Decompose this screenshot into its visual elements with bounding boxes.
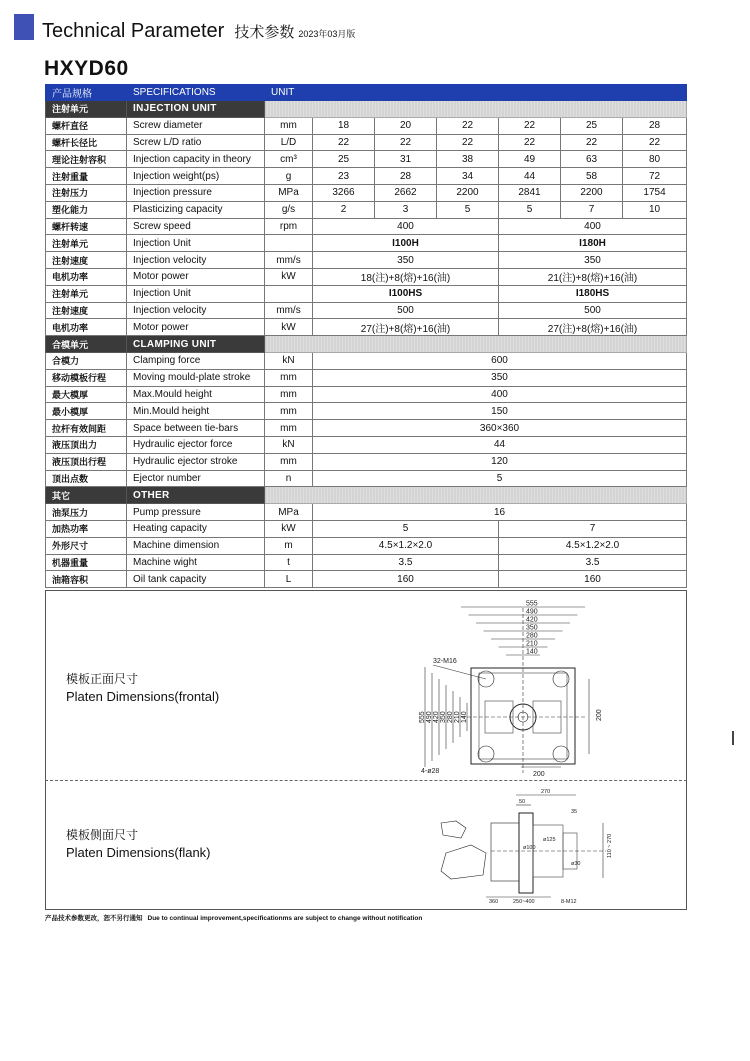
table-row [46,235,687,252]
param-value-b: 27(注)+8(熔)+16(油) [499,319,687,336]
param-cn: 电机功率 [46,319,127,336]
param-value: 16 [313,504,687,521]
param-cn: 最大模厚 [46,386,127,403]
frontal-label-cn: 模板正面尺寸 [66,672,139,686]
flank-dim-270: 270 [541,789,551,795]
param-cn: 液压顶出力 [46,436,127,453]
param-unit: g/s [265,201,313,218]
section-other-cn: 其它 [46,487,127,504]
dim-top-label: 280 [526,632,538,640]
head-spec: SPECIFICATIONS [127,85,265,101]
param-value: 2200 [561,184,623,201]
param-value: 34 [437,168,499,185]
param-cn: 电机功率 [46,268,127,285]
edge-mark [732,731,734,745]
dim-bottom: 200 [533,771,545,778]
flank-dim-thread: 8-M12 [561,899,577,905]
param-value: 2 [313,201,375,218]
param-cn: 注射速度 [46,302,127,319]
table-row [46,520,687,537]
param-cn: 机器重量 [46,554,127,571]
param-value: 1754 [623,184,687,201]
param-value: 72 [623,168,687,185]
param-cn: 注射单元 [46,235,127,252]
param-value-b: 160 [499,571,687,588]
spec-table [45,84,687,588]
param-en: Space between tie-bars [127,420,265,437]
param-unit: mm/s [265,252,313,269]
param-value: 22 [499,134,561,151]
param-unit: rpm [265,218,313,235]
param-value: 400 [313,386,687,403]
param-value: 58 [561,168,623,185]
param-en: Injection velocity [127,302,265,319]
param-value: 44 [499,168,561,185]
table-row [46,554,687,571]
dim-top-label: 490 [526,608,538,616]
param-unit: mm [265,369,313,386]
param-value: 49 [499,151,561,168]
param-value: 22 [375,134,437,151]
param-en: Min.Mould height [127,403,265,420]
param-value: 350 [313,369,687,386]
head-cn: 产品规格 [46,85,127,101]
param-value: 2200 [437,184,499,201]
param-value-b: 3.5 [499,554,687,571]
param-cn: 塑化能力 [46,201,127,218]
footer-note-cn: 产品技术参数更改，恕不另行通知 [45,915,143,922]
param-cn: 外形尺寸 [46,537,127,554]
param-cn: 拉杆有效间距 [46,420,127,437]
section-clamping-en: CLAMPING UNIT [127,336,265,353]
section-other-en: OTHER [127,487,265,504]
param-cn: 螺杆长径比 [46,134,127,151]
section-injection-cn: 注射单元 [46,101,127,118]
param-cn: 加热功率 [46,520,127,537]
param-en: Max.Mould height [127,386,265,403]
table-row [46,369,687,386]
section-injection-row [46,101,687,118]
param-unit: kN [265,436,313,453]
param-value: 600 [313,352,687,369]
section-fill [265,487,687,504]
dim-top-label: 555 [526,600,538,608]
param-en: Injection weight(ps) [127,168,265,185]
param-unit: mm [265,420,313,437]
param-unit: MPa [265,184,313,201]
frontal-label-en: Platen Dimensions(frontal) [66,689,220,704]
dim-left-label: 350 [440,711,447,723]
param-unit [265,235,313,252]
table-row [46,420,687,437]
param-cn: 油泵压力 [46,504,127,521]
param-value-a: 5 [313,520,499,537]
param-value-a: 27(注)+8(熔)+16(油) [313,319,499,336]
param-value: 18 [313,117,375,134]
param-cn: 合模力 [46,352,127,369]
dim-left-label: 555 [419,711,426,723]
flank-label [66,827,211,861]
param-unit: g [265,168,313,185]
param-cn: 油箱容积 [46,571,127,588]
param-value-a: 160 [313,571,499,588]
table-row [46,470,687,487]
param-value-a: I100HS [313,285,499,302]
param-value: 38 [437,151,499,168]
dim-left-label: 280 [447,711,454,723]
param-value-b: 4.5×1.2×2.0 [499,537,687,554]
param-value: 120 [313,453,687,470]
table-row [46,134,687,151]
flank-dim-side: ø125 [543,837,556,843]
param-unit: mm [265,386,313,403]
frontal-platen-drawing [411,593,651,779]
param-value: 25 [561,117,623,134]
section-clamping-cn: 合模单元 [46,336,127,353]
param-en: Screw L/D ratio [127,134,265,151]
table-row [46,117,687,134]
page-title [42,20,355,43]
table-row [46,319,687,336]
param-unit [265,285,313,302]
param-cn: 注射速度 [46,252,127,269]
section-clamping-row [46,336,687,353]
head-unit: UNIT [265,85,687,101]
param-value-a: 400 [313,218,499,235]
param-cn: 注射压力 [46,184,127,201]
param-value: 44 [313,436,687,453]
dim-left-label: 420 [433,711,440,723]
frontal-label [66,671,219,705]
param-value: 10 [623,201,687,218]
section-other-row [46,487,687,504]
param-value-b: 400 [499,218,687,235]
param-unit: mm [265,403,313,420]
param-value: 2841 [499,184,561,201]
param-unit: kW [265,268,313,285]
param-en: Clamping force [127,352,265,369]
param-unit: kW [265,319,313,336]
param-en: Injection capacity in theory [127,151,265,168]
flank-dim-360: 360 [489,899,499,905]
param-en: Heating capacity [127,520,265,537]
param-cn: 最小模厚 [46,403,127,420]
param-value: 150 [313,403,687,420]
table-header-row [46,85,687,101]
dim-left-label: 140 [461,711,468,723]
param-value: 3 [375,201,437,218]
param-value: 22 [437,117,499,134]
table-row [46,268,687,285]
dim-holes: 4-ø28 [421,768,440,775]
param-cn: 螺杆直径 [46,117,127,134]
param-en: Screw diameter [127,117,265,134]
param-value: 28 [375,168,437,185]
section-fill [265,336,687,353]
param-value: 22 [437,134,499,151]
param-en: Pump pressure [127,504,265,521]
param-unit: mm [265,453,313,470]
table-row [46,302,687,319]
param-cn: 移动模板行程 [46,369,127,386]
param-value: 5 [499,201,561,218]
header-accent-block [14,14,34,40]
param-en: Oil tank capacity [127,571,265,588]
table-row [46,151,687,168]
param-en: Screw speed [127,218,265,235]
model-name: HXYD60 [44,57,129,80]
table-row [46,218,687,235]
dim-left-label: 490 [426,711,433,723]
param-value-b: I180H [499,235,687,252]
param-unit: kW [265,520,313,537]
table-row [46,285,687,302]
param-en: Ejector number [127,470,265,487]
dim-right: 200 [596,709,603,721]
section-injection-en: INJECTION UNIT [127,101,265,118]
flank-dim-right: 110 ~ 270 [607,833,613,858]
param-unit: mm/s [265,302,313,319]
dim-top-label: 210 [526,640,538,648]
param-value-a: 500 [313,302,499,319]
param-en: Injection pressure [127,184,265,201]
param-value: 63 [561,151,623,168]
param-value-a: 4.5×1.2×2.0 [313,537,499,554]
dim-top-label: 350 [526,624,538,632]
param-unit: kN [265,352,313,369]
param-value: 360×360 [313,420,687,437]
flank-dim-ring: ø100 [523,845,536,851]
param-value: 20 [375,117,437,134]
dim-thread: 32-M16 [433,658,457,665]
param-unit: L [265,571,313,588]
param-en: Hydraulic ejector stroke [127,453,265,470]
param-value-b: I180HS [499,285,687,302]
table-row [46,537,687,554]
table-row [46,571,687,588]
page-title-cn: 技术参数 [234,24,295,41]
param-en: Moving mould-plate stroke [127,369,265,386]
param-en: Motor power [127,319,265,336]
param-value: 22 [313,134,375,151]
param-en: Injection velocity [127,252,265,269]
flank-dim-hole: ø30 [571,861,581,867]
param-value: 22 [499,117,561,134]
edition-label: 2023年03月版 [298,29,356,39]
param-cn: 注射单元 [46,285,127,302]
param-value: 5 [437,201,499,218]
param-value: 22 [561,134,623,151]
param-value: 23 [313,168,375,185]
param-value: 7 [561,201,623,218]
param-en: Hydraulic ejector force [127,436,265,453]
dim-top-label: 140 [526,648,538,656]
flank-dim-250: 250~400 [513,899,535,905]
param-value-a: 18(注)+8(熔)+16(油) [313,268,499,285]
dim-top-label: 420 [526,616,538,624]
param-value: 2662 [375,184,437,201]
table-row [46,436,687,453]
param-en: Machine wight [127,554,265,571]
table-row [46,504,687,521]
param-value-b: 21(注)+8(熔)+16(油) [499,268,687,285]
param-value-b: 7 [499,520,687,537]
param-value-a: 350 [313,252,499,269]
table-row [46,453,687,470]
flank-label-cn: 模板侧面尺寸 [66,828,139,842]
table-row [46,184,687,201]
param-en: Injection Unit [127,285,265,302]
param-cn: 螺杆转速 [46,218,127,235]
param-value: 80 [623,151,687,168]
param-en: Injection Unit [127,235,265,252]
param-unit: cm³ [265,151,313,168]
param-value-a: 3.5 [313,554,499,571]
param-unit: MPa [265,504,313,521]
param-unit: n [265,470,313,487]
table-row [46,352,687,369]
flank-label-en: Platen Dimensions(flank) [66,845,211,860]
table-row [46,386,687,403]
section-fill [265,101,687,118]
drawing-flank-panel [45,780,687,910]
param-value: 28 [623,117,687,134]
footer-note-en: Due to continual improvement,specificationms are subject to change without notification [147,915,423,922]
param-value: 22 [623,134,687,151]
param-unit: L/D [265,134,313,151]
table-row [46,403,687,420]
param-value-b: 350 [499,252,687,269]
dim-left-label: 210 [454,711,461,723]
param-unit: mm [265,117,313,134]
drawing-frontal-panel [45,590,687,781]
page-title-en: Technical Parameter [42,20,225,42]
param-cn: 液压顶出行程 [46,453,127,470]
param-unit: m [265,537,313,554]
param-en: Plasticizing capacity [127,201,265,218]
param-cn: 注射重量 [46,168,127,185]
param-value: 5 [313,470,687,487]
flank-platen-drawing [431,783,631,905]
flank-dim-35: 35 [571,809,578,815]
param-en: Machine dimension [127,537,265,554]
param-value: 3266 [313,184,375,201]
param-value-b: 500 [499,302,687,319]
param-cn: 理论注射容积 [46,151,127,168]
param-value: 25 [313,151,375,168]
param-value: 31 [375,151,437,168]
table-row [46,201,687,218]
table-row [46,252,687,269]
param-cn: 顶出点数 [46,470,127,487]
param-en: Motor power [127,268,265,285]
flank-dim-50: 50 [519,799,526,805]
param-value-a: I100H [313,235,499,252]
param-unit: t [265,554,313,571]
table-row [46,168,687,185]
footer-note [45,913,422,922]
